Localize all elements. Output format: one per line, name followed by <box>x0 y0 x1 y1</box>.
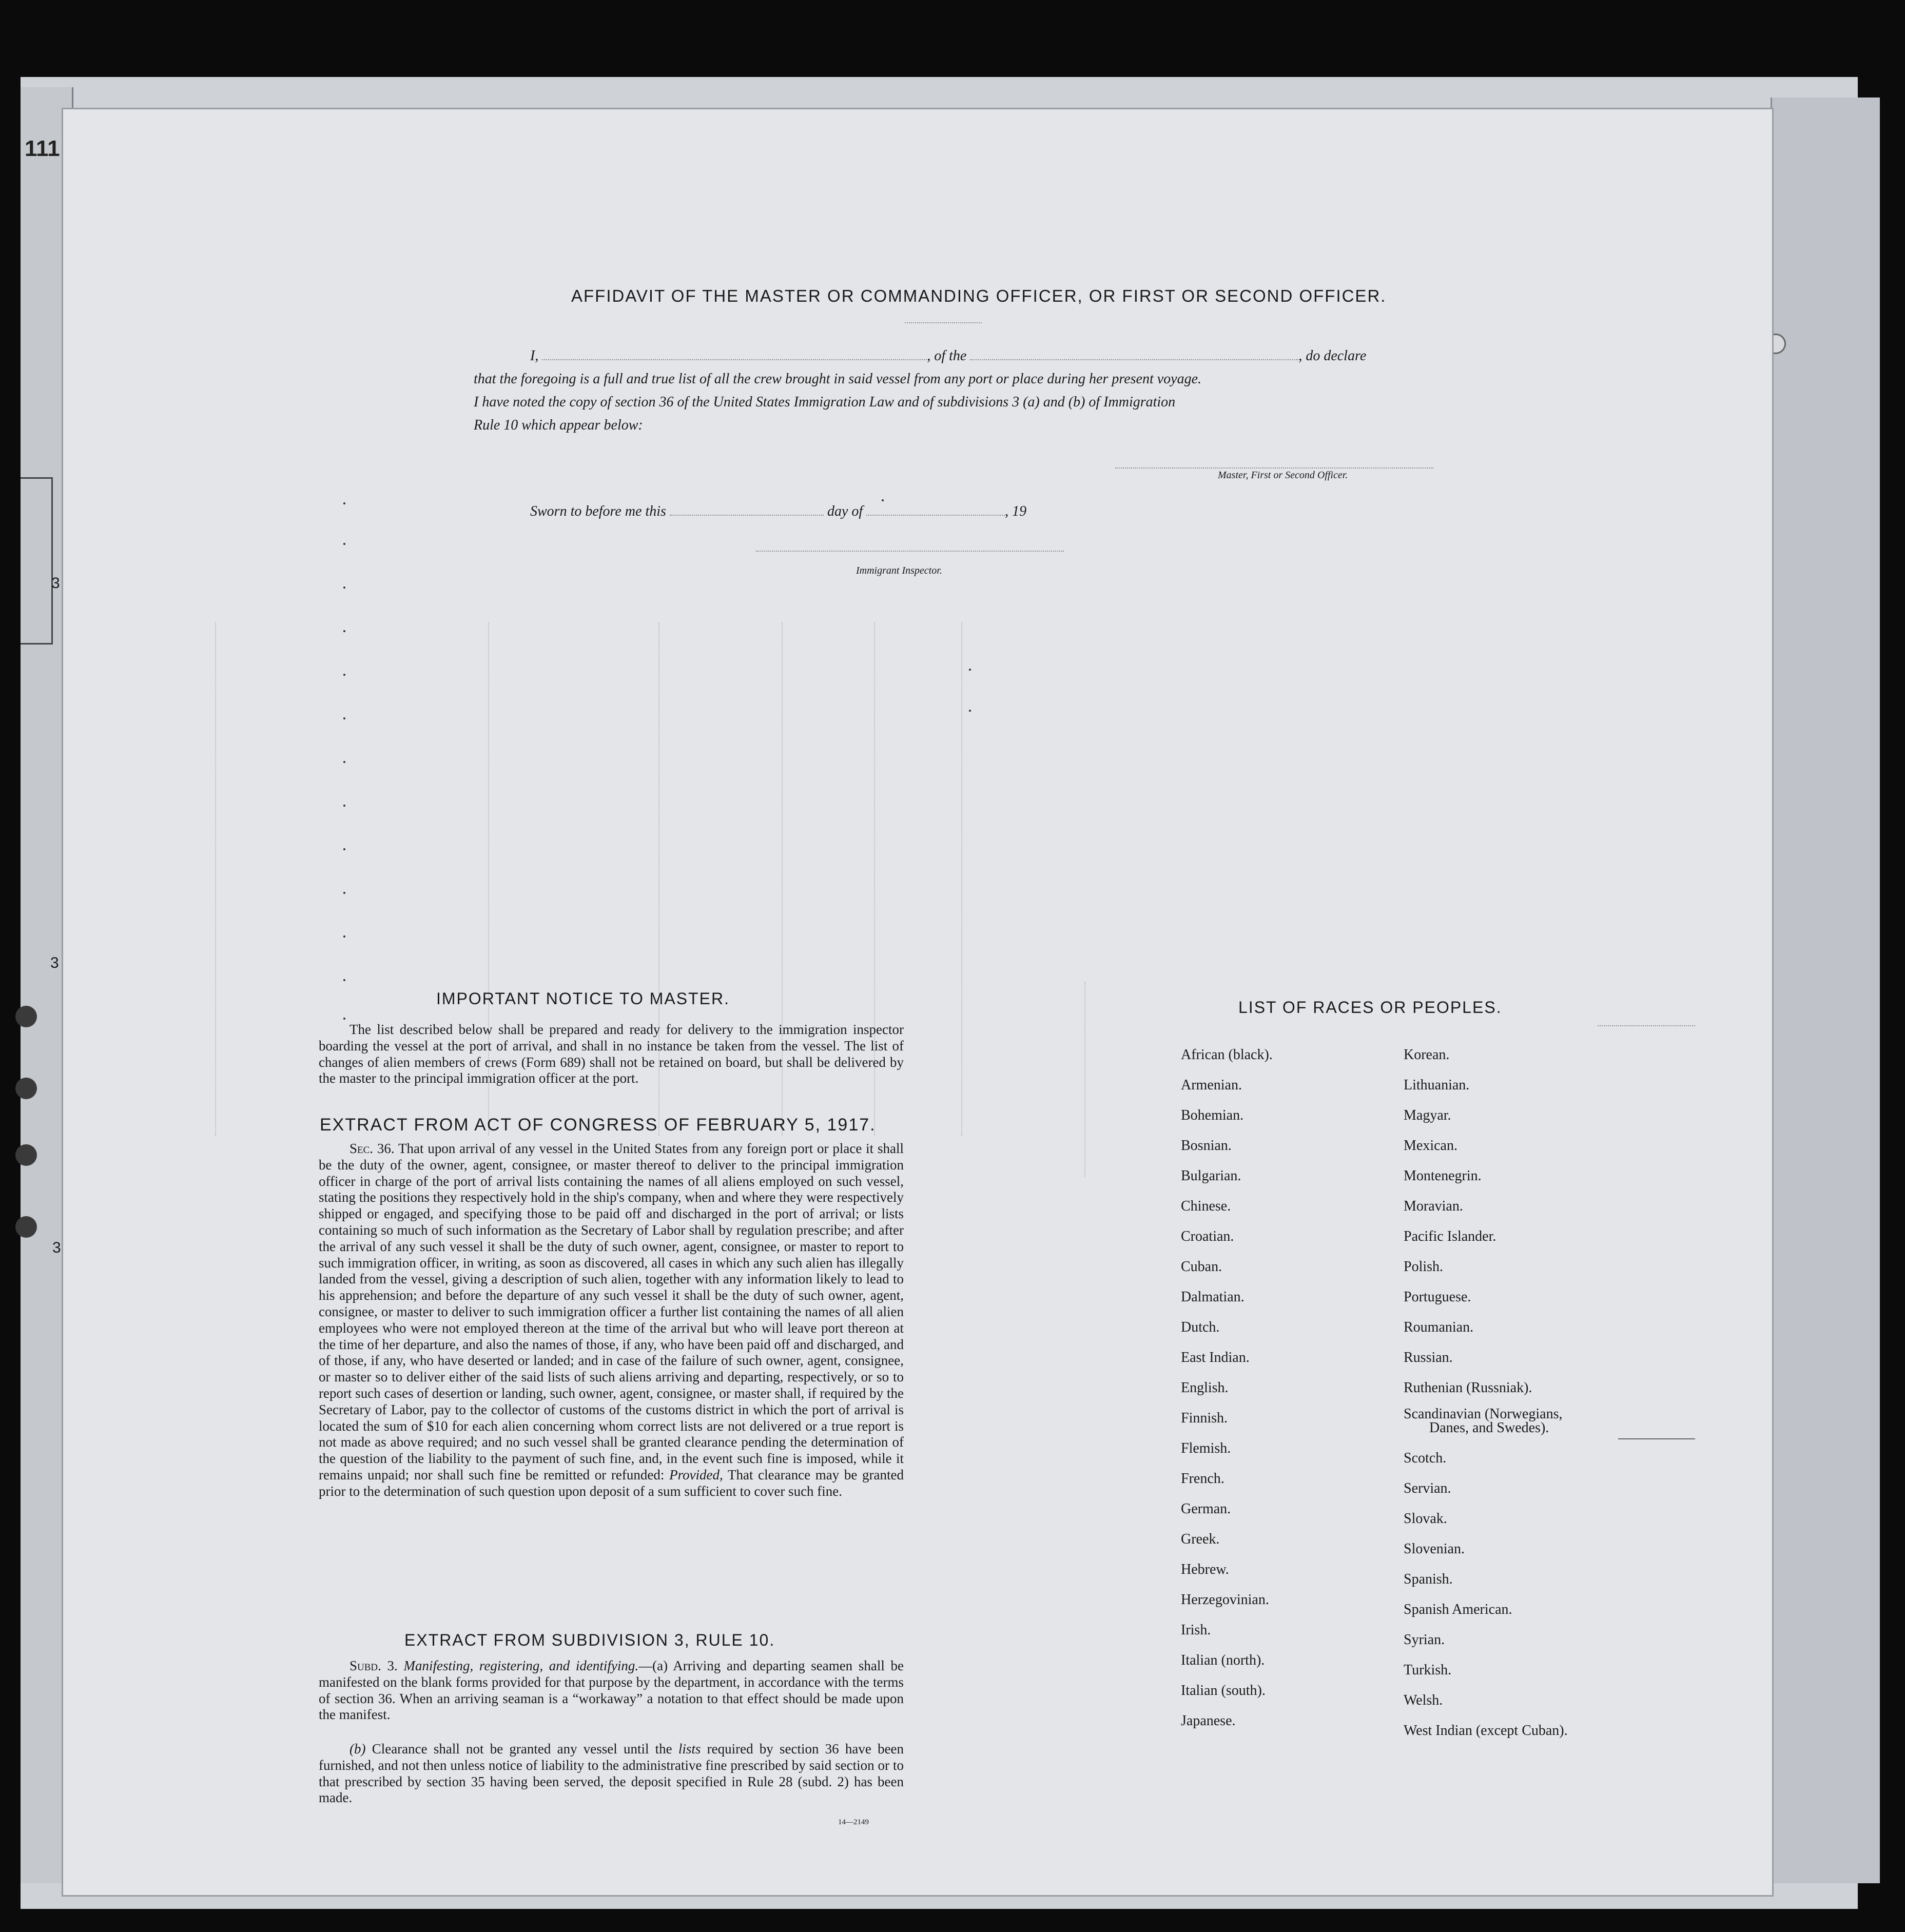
ink-mark <box>343 543 345 545</box>
margin-digit: 3 <box>50 954 59 971</box>
race-item: Herzegovinian. <box>1181 1592 1269 1608</box>
affidavit-of-the: , of the <box>927 348 967 364</box>
para-b-label: (b) <box>349 1741 366 1757</box>
ink-mark <box>343 587 345 589</box>
races-heading: LIST OF RACES OR PEOPLES. <box>1238 998 1502 1017</box>
sworn-line <box>530 503 1026 520</box>
race-item: Slovak. <box>1404 1511 1447 1527</box>
race-item: Montenegrin. <box>1404 1168 1482 1184</box>
race-item: Dutch. <box>1181 1319 1220 1335</box>
affidavit-title: AFFIDAVIT OF THE MASTER OR COMMANDING OFFICER, OR FIRST OR SECOND OFFICER. <box>571 286 1387 305</box>
sworn-month-field[interactable] <box>866 515 1005 516</box>
race-item: Spanish. <box>1404 1571 1453 1587</box>
race-item: Magyar. <box>1404 1107 1451 1123</box>
margin-box <box>21 477 53 645</box>
divider <box>1598 1025 1695 1026</box>
race-item: Danes, and Swedes). <box>1429 1420 1549 1436</box>
para-b-pre: Clearance shall not be granted any vessel until the <box>372 1741 672 1757</box>
inspector-label: Immigrant Inspector. <box>856 565 942 576</box>
section-label: Sec. 36. <box>349 1141 395 1156</box>
notice-body: The list described below shall be prepared and ready for delivery to the immigration inspector boarding the vessel at the port of arrival, and shall in no instance be taken from the vessel. The list of changes of alien members of crews (Form 689) shall not be retained on board, but shall be delivered by the master to the principal immigration officer at the port. <box>319 1022 904 1086</box>
affidavit-line-4: Rule 10 which appear below: <box>474 417 643 433</box>
race-item: Roumanian. <box>1404 1319 1474 1335</box>
year-text: , 19 <box>1005 503 1027 519</box>
form-page <box>62 108 1774 1897</box>
para-b-lists: lists <box>678 1741 701 1757</box>
act-extract-heading: EXTRACT FROM ACT OF CONGRESS OF FEBRUARY 5, 1917. <box>320 1115 876 1135</box>
sworn-text: Sworn to before me this <box>530 503 666 519</box>
affidavit-i: I, <box>530 348 539 364</box>
race-item: West Indian (except Cuban). <box>1404 1723 1568 1739</box>
affidavit-declaration-line <box>530 348 1505 364</box>
race-item: Finnish. <box>1181 1410 1228 1426</box>
signature-line[interactable] <box>1115 467 1433 469</box>
binding-hole <box>15 1216 37 1238</box>
race-item: Bulgarian. <box>1181 1168 1241 1184</box>
ink-mark <box>343 1018 345 1020</box>
race-item: Armenian. <box>1181 1077 1242 1093</box>
race-item: Slovenian. <box>1404 1541 1465 1557</box>
race-item: Syrian. <box>1404 1632 1445 1648</box>
rule-para-b <box>319 1741 904 1806</box>
ink-mark <box>969 669 971 671</box>
race-item: Flemish. <box>1181 1440 1231 1456</box>
ink-mark <box>343 761 345 763</box>
race-item: Moravian. <box>1404 1198 1463 1214</box>
vessel-field[interactable] <box>970 359 1298 360</box>
name-field[interactable] <box>542 359 927 360</box>
form-number: 14—2149 <box>838 1818 869 1826</box>
race-item: Spanish American. <box>1404 1602 1512 1617</box>
race-item: Croatian. <box>1181 1228 1234 1244</box>
race-item: Hebrew. <box>1181 1562 1229 1577</box>
race-item: Chinese. <box>1181 1198 1231 1214</box>
binding-hole <box>15 1006 37 1027</box>
sworn-day-field[interactable] <box>670 515 824 516</box>
race-item: Turkish. <box>1404 1662 1452 1678</box>
notice-heading: IMPORTANT NOTICE TO MASTER. <box>436 989 730 1008</box>
race-item: English. <box>1181 1380 1229 1396</box>
race-item: Japanese. <box>1181 1713 1236 1729</box>
race-item: Bohemian. <box>1181 1107 1244 1123</box>
ink-mark <box>343 717 345 719</box>
race-item: Greek. <box>1181 1531 1220 1547</box>
race-item: Korean. <box>1404 1047 1450 1063</box>
race-item: Ruthenian (Russniak). <box>1404 1380 1532 1396</box>
faint-column-rule <box>961 622 962 1136</box>
race-item: German. <box>1181 1501 1231 1517</box>
race-item: East Indian. <box>1181 1350 1250 1365</box>
margin-digit: 3 <box>52 1239 61 1256</box>
race-item: Scotch. <box>1404 1450 1447 1466</box>
section-36-text: That upon arrival of any vessel in the United States from any foreign port or place it shall be the duty of the owner, agent, consignee, or master thereof to deliver to the principal immigration officer in charge of the port of arrival lists containing the names of all aliens employed on such vessel, stating the positions they respectively hold in the ship's company, when and where they were respectively shipped or engaged, and specifying those to be paid off and discharged in the port of arrival; or lists containing so much of such information as the Secretary of Labor shall by regulation prescribe; and after the arrival of any such vessel it shall be the duty of such owner, agent, consignee, or master to report to such immigration officer, in writing, as soon as discovered, all cases in which any such alien has illegally landed from the vessel, giving a description of such alien, together with any information likely to lead to his apprehension; and before the departure of any such vessel it shall be the duty of such owner, agent, consignee, or master to deliver to such immigration officer a further list containing the names of all alien employees who were not employed thereon at the time of the arrival but who will leave port thereon at the time of her departure, and also the names of those, if any, who have been paid off and discharged, and of those, if any, who have deserted or landed; and in case of the failure of such owner, agent, consignee, or master so to deliver either of the said lists of such aliens arriving and departing, respectively, or so to report such cases of desertion or landing, such owner, agent, consignee, or master shall, if required by the Secretary of Labor, pay to the collector of customs of the customs district in which the port of arrival is located the sum of $10 for each alien concerning whom correct lists are not delivered or a true report is not made as above required; and no such vessel shall be granted clearance pending the determination of the question of the liability to the payment of such fine, and, in the event such fine is imposed, while it remains unpaid; nor shall such fine be remitted or refunded: <box>319 1141 904 1482</box>
race-item: African (black). <box>1181 1047 1273 1063</box>
subd-label: Subd. 3. <box>349 1658 398 1673</box>
binding-hole <box>15 1078 37 1099</box>
margin-digit: 3 <box>51 575 60 592</box>
right-page-edge <box>1771 97 1880 1883</box>
rule-extract-heading: EXTRACT FROM SUBDIVISION 3, RULE 10. <box>404 1631 775 1649</box>
race-item: Welsh. <box>1404 1692 1443 1708</box>
affidavit-line-2: that the foregoing is a full and true list of all the crew brought in said vessel from any port or place during her present voyage. <box>474 371 1202 387</box>
race-item: Scandinavian (Norwegians, <box>1404 1406 1563 1422</box>
ink-mark <box>343 502 345 504</box>
ink-mark <box>343 805 345 807</box>
races-left-column <box>1181 1040 1386 1736</box>
race-item: Cuban. <box>1181 1259 1222 1275</box>
race-item: Bosnian. <box>1181 1138 1232 1154</box>
ink-mark <box>343 892 345 894</box>
race-item: Dalmatian. <box>1181 1289 1245 1305</box>
race-item: Italian (south). <box>1181 1683 1266 1699</box>
rule-para-a <box>319 1658 904 1723</box>
faint-column-rule <box>1084 982 1085 1177</box>
inspector-line[interactable] <box>756 551 1064 552</box>
para-a-text: —(a) Arriving and departing seamen shall be manifested on the blank forms provided for that purpose by the department, in accordance with the terms of section 36. When an arriving seaman is a “workaway” a notation to that effect should be made upon the manifest. <box>319 1658 904 1723</box>
provided-word: Provided, <box>669 1467 723 1482</box>
binding-hole <box>15 1144 37 1166</box>
race-item: Portuguese. <box>1404 1289 1471 1305</box>
signature-label: Master, First or Second Officer. <box>1218 470 1348 481</box>
race-item: Servian. <box>1404 1480 1451 1496</box>
act-extract-body <box>319 1141 904 1500</box>
race-item: Pacific Islander. <box>1404 1228 1496 1244</box>
race-item: Mexican. <box>1404 1138 1457 1154</box>
ink-mark <box>343 979 345 981</box>
affidavit-do-declare: , do declare <box>1298 348 1367 364</box>
para-b-post: required by section 36 have been furnished, and not then unless notice of liability to the administrative fine prescribed by said section or to that prescribed by section 35 having been served, the deposit specified in Rule 28 (subd. 2) has been made. <box>319 1741 904 1806</box>
race-item: Russian. <box>1404 1350 1453 1365</box>
ink-mark <box>882 499 884 501</box>
subd-title: Manifesting, registering, and identifying. <box>403 1658 639 1673</box>
ink-mark <box>343 630 345 632</box>
day-of-text: day of <box>827 503 863 519</box>
ink-mark <box>343 848 345 850</box>
race-item: Lithuanian. <box>1404 1077 1470 1093</box>
ink-mark <box>969 710 971 712</box>
race-item: Irish. <box>1181 1622 1211 1638</box>
races-right-column <box>1404 1040 1670 1746</box>
margin-number: 111 <box>25 136 60 161</box>
race-item: French. <box>1181 1471 1224 1487</box>
divider <box>1618 1438 1695 1439</box>
faint-column-rule <box>215 622 216 1136</box>
race-item: Polish. <box>1404 1259 1444 1275</box>
divider <box>905 322 982 323</box>
ink-mark <box>343 935 345 938</box>
ink-mark <box>343 674 345 676</box>
affidavit-line-3: I have noted the copy of section 36 of the United States Immigration Law and of subdivisions 3 (a) and (b) of Immigration <box>474 394 1176 410</box>
race-item: Italian (north). <box>1181 1652 1265 1668</box>
section-36-end: That clearance may be granted prior to the determination of such question upon deposit of a sum sufficient to cover such fine. <box>319 1467 904 1499</box>
